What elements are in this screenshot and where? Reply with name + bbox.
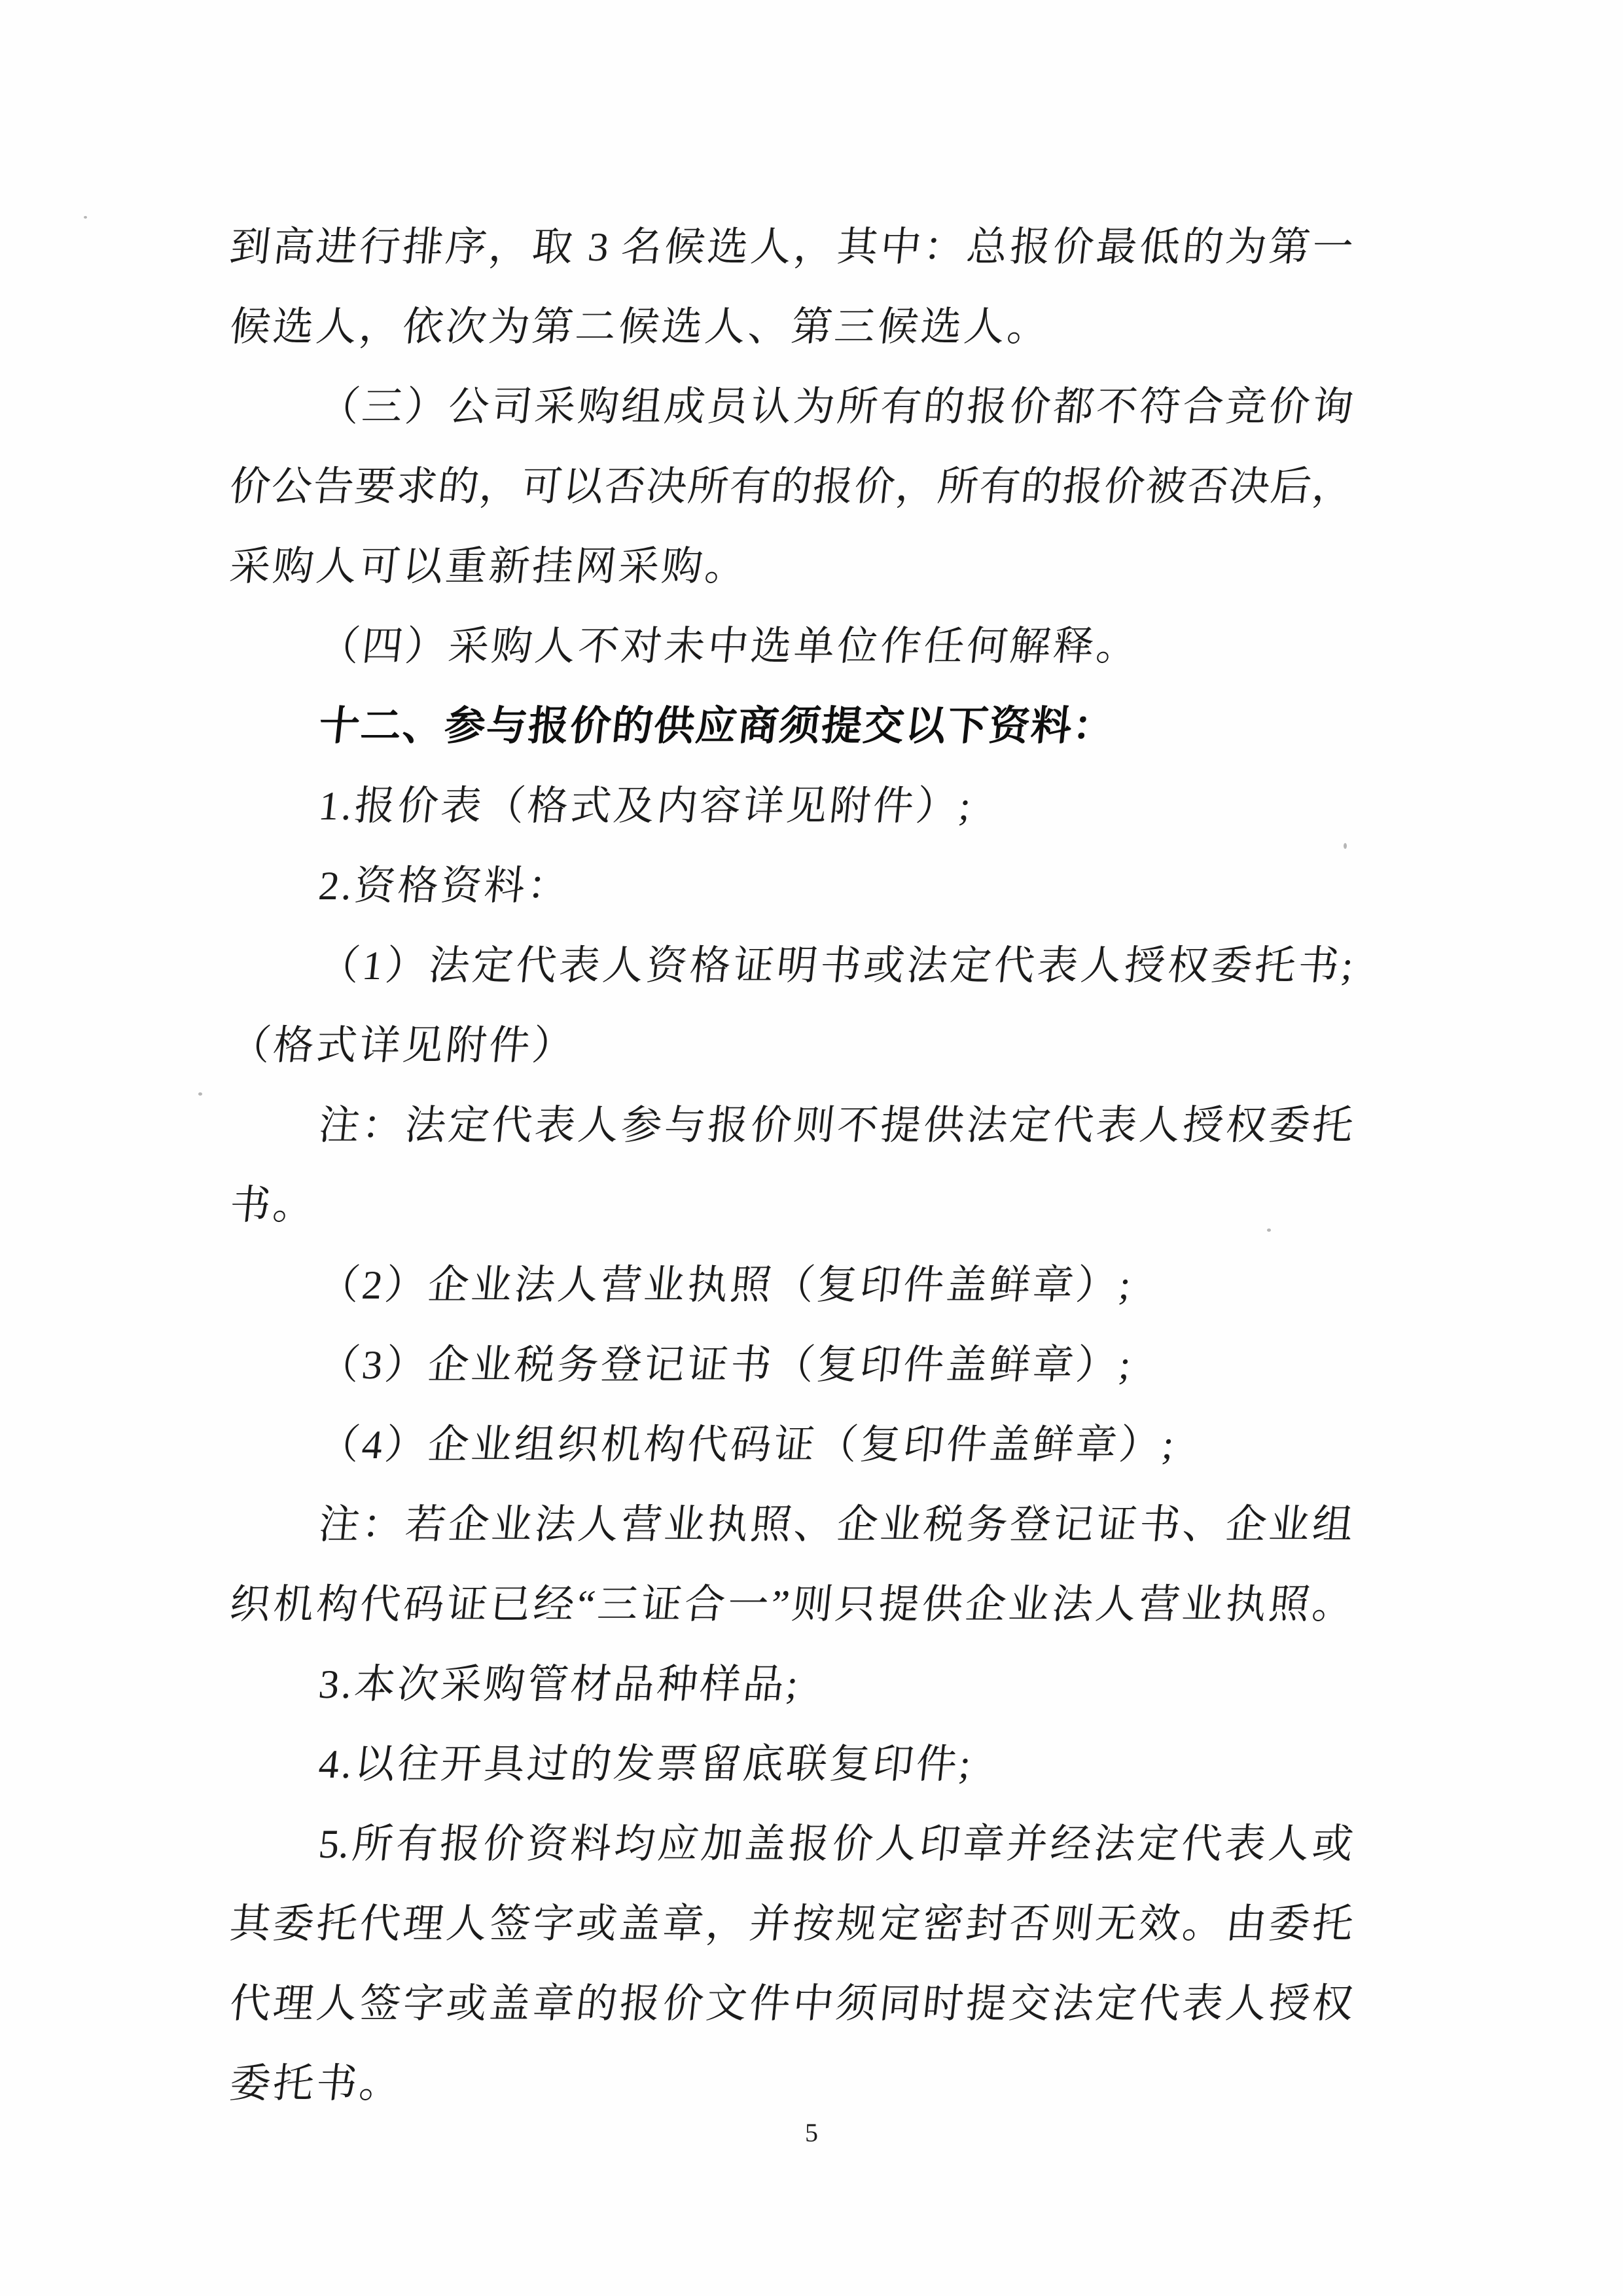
page-number: 5 [805, 2118, 818, 2147]
text-line: （格式详见附件） [227, 1024, 579, 1068]
text-line: 书。 [227, 1183, 319, 1228]
scan-speck [84, 216, 87, 219]
text-line: （3）企业税务登记证书（复印件盖鲜章）; [316, 1343, 1136, 1388]
text-line: 织机构代码证已经“三证合一”则只提供企业法人营业执照。 [227, 1583, 1355, 1627]
text-line: （2）企业法人营业执照（复印件盖鲜章）; [316, 1263, 1136, 1308]
text-line: 3.本次采购管材品种样品; [316, 1662, 803, 1707]
text-line: 其委托代理人签字或盖章，并按规定密封否则无效。由委托 [227, 1902, 1355, 1946]
text-line: 到高进行排序，取 3 名候选人，其中：总报价最低的为第一 [227, 225, 1355, 270]
scan-speck [1267, 1229, 1271, 1232]
text-line: 委托书。 [227, 2062, 406, 2106]
text-line: 代理人签字或盖章的报价文件中须同时提交法定代表人授权 [227, 1982, 1355, 2026]
scan-speck [1344, 843, 1347, 849]
text-line: 2.资格资料： [316, 864, 573, 908]
text-line: 注：法定代表人参与报价则不提供法定代表人授权委托 [316, 1103, 1355, 1148]
text-line: 候选人，依次为第二候选人、第三候选人。 [227, 305, 1054, 350]
text-line: （三）公司采购组成员认为所有的报价都不符合竞价询 [316, 385, 1355, 429]
text-line: 价公告要求的，可以否决所有的报价，所有的报价被否决后， [227, 465, 1355, 509]
text-line: 采购人可以重新挂网采购。 [227, 545, 751, 589]
scan-speck [198, 1092, 202, 1096]
text-line: 4.以往开具过的发票留底联复印件; [316, 1742, 976, 1787]
text-line: 注：若企业法人营业执照、企业税务登记证书、企业组 [316, 1503, 1355, 1547]
text-line: 5.所有报价资料均应加盖报价人印章并经法定代表人或 [316, 1822, 1355, 1867]
text-line: （四）采购人不对未中选单位作任何解释。 [316, 624, 1143, 669]
text-line: 1.报价表（格式及内容详见附件）; [316, 784, 976, 829]
section-heading: 十二、参与报价的供应商须提交以下资料： [316, 704, 1118, 749]
text-line: （1）法定代表人资格证明书或法定代表人授权委托书; [316, 944, 1355, 988]
text-line: （4）企业组织机构代码证（复印件盖鲜章）; [316, 1423, 1179, 1467]
document-body [226, 207, 1355, 2124]
